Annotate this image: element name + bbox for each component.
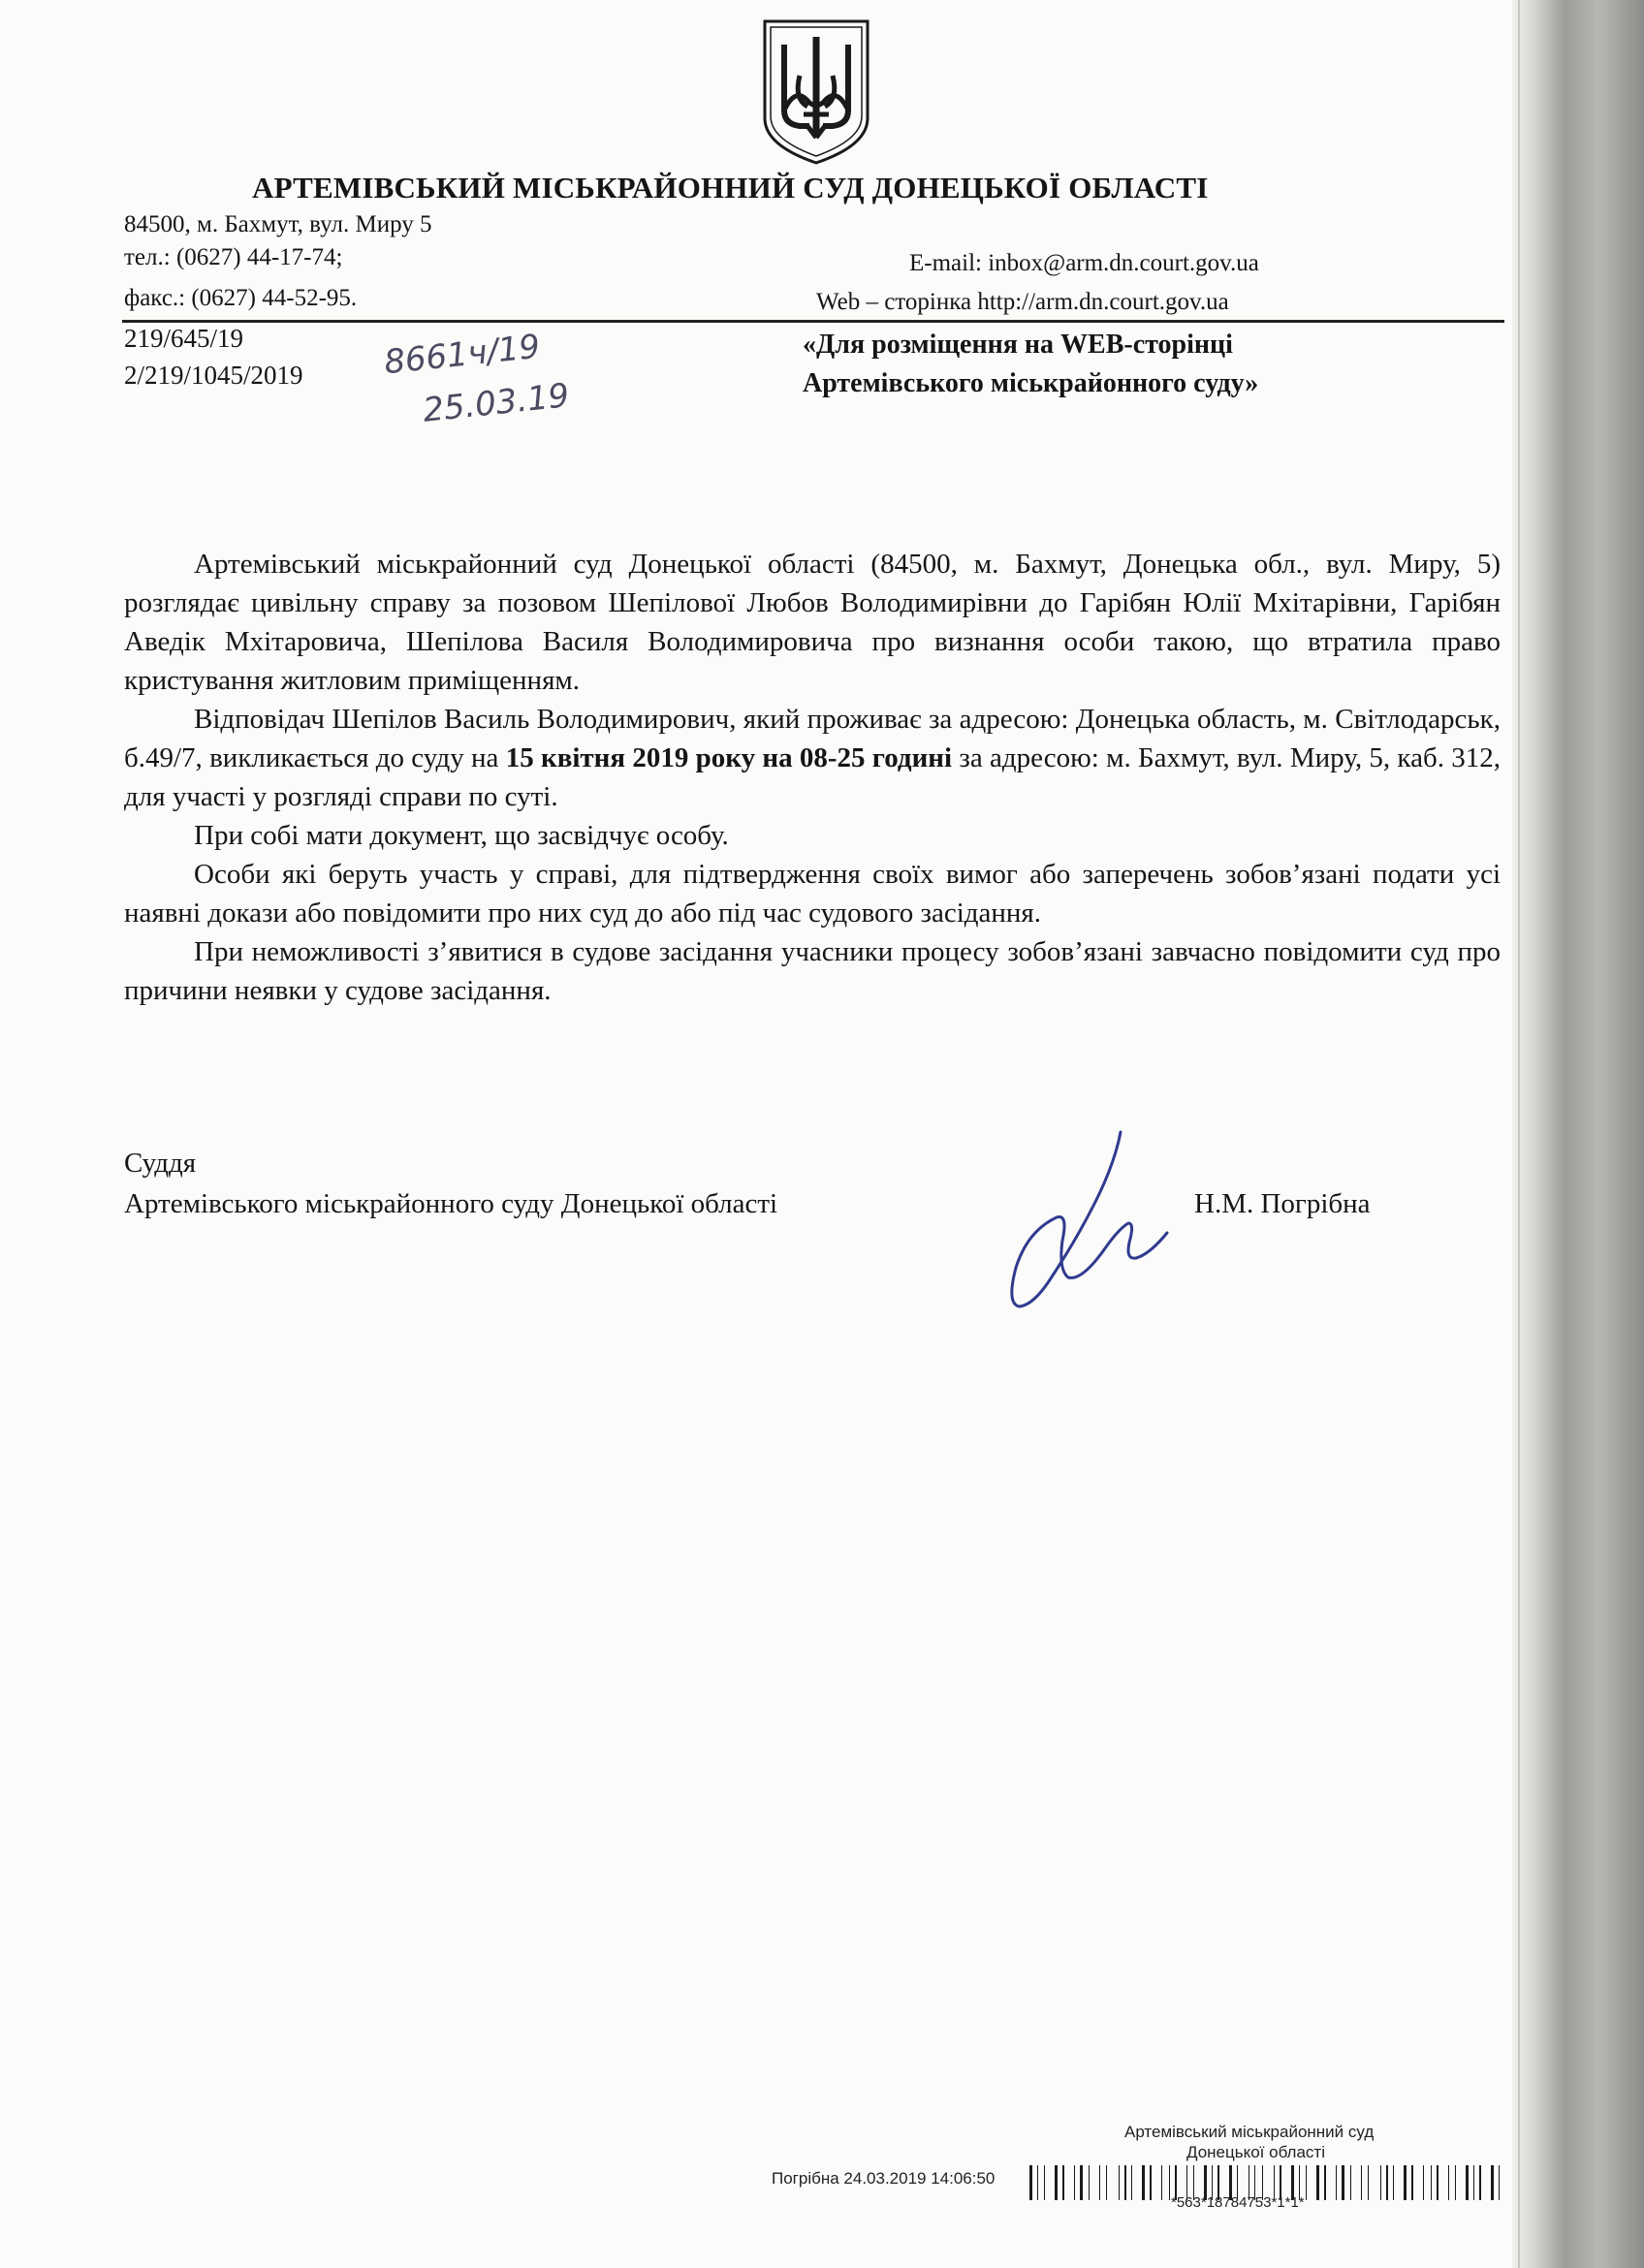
stamp-author-timestamp: Погрібна 24.03.2019 14:06:50 bbox=[772, 2169, 996, 2188]
barcode-bar bbox=[1316, 2165, 1319, 2200]
barcode-bar bbox=[1074, 2165, 1075, 2200]
barcode-bar bbox=[1380, 2165, 1381, 2200]
barcode-bar bbox=[1491, 2165, 1494, 2200]
barcode-bar bbox=[1161, 2165, 1162, 2200]
barcode-bar bbox=[1099, 2165, 1100, 2200]
hearing-date-time: 15 квітня 2019 року на 08-25 годині bbox=[505, 742, 953, 773]
barcode-bar bbox=[1124, 2165, 1126, 2200]
case-number: 219/645/19 bbox=[124, 324, 244, 353]
judge-name: Н.М. Погрібна bbox=[1194, 1188, 1371, 1219]
barcode-bar bbox=[1037, 2165, 1038, 2200]
court-phone: тел.: (0627) 44-17-74; bbox=[124, 244, 343, 270]
barcode-bar bbox=[1423, 2165, 1424, 2200]
barcode-number: *563*18784753*1*1* bbox=[1171, 2194, 1305, 2211]
barcode-bar bbox=[1324, 2165, 1326, 2200]
barcode-bar bbox=[1336, 2165, 1337, 2200]
barcode-bar bbox=[1119, 2165, 1120, 2200]
barcode-bar bbox=[1386, 2165, 1388, 2200]
barcode-bar bbox=[1044, 2165, 1045, 2200]
web-note-line-2: Артемівського міськрайонного суду» bbox=[803, 368, 1259, 398]
court-fax: факс.: (0627) 44-52-95. bbox=[124, 285, 358, 311]
barcode-bar bbox=[1131, 2165, 1132, 2200]
barcode-bar bbox=[1437, 2165, 1438, 2200]
paragraph-identity-document: При собі мати документ, що засвідчує особу. bbox=[194, 820, 729, 851]
barcode-bar bbox=[1479, 2165, 1481, 2200]
barcode-bar bbox=[1055, 2165, 1058, 2200]
barcode-bar bbox=[1368, 2165, 1369, 2200]
barcode-bar bbox=[1142, 2165, 1145, 2200]
coat-of-arms-icon bbox=[761, 17, 871, 167]
barcode-bar bbox=[1404, 2165, 1407, 2200]
summons-text-end: за адресою: м. Бахмут, вул. Миру, 5, каб. 312, для участі у розгляді справи по суті. bbox=[124, 742, 1502, 812]
barcode-bar bbox=[1361, 2165, 1362, 2200]
barcode-bar bbox=[1106, 2165, 1107, 2200]
barcode-bar bbox=[1150, 2165, 1152, 2200]
judge-title: Суддя bbox=[124, 1148, 197, 1179]
judge-court: Артемівського міськрайонного суду Донецької області bbox=[124, 1188, 778, 1219]
barcode-bar bbox=[1455, 2165, 1456, 2200]
barcode-bar bbox=[1431, 2165, 1432, 2200]
barcode-bar bbox=[1473, 2165, 1474, 2200]
paragraph-evidence: Особи які беруть участь у справі, для підтвердження своїх вимог або заперечень зобов’язані подати усі наявні докази або повідомити про них суд до або під час судового засідання. bbox=[124, 859, 1501, 929]
summons-text-start: Відповідач Шепілов Василь Володимирович, який проживає за адресою: Донецька область, м. Світлодарськ, б.49/7, викликається до суду на bbox=[124, 704, 1501, 773]
stamp-court-line-2: Донецької області bbox=[1186, 2143, 1325, 2161]
web-note-line-1: «Для розміщення на WEB-сторінці bbox=[803, 330, 1233, 360]
handwritten-signature bbox=[998, 1124, 1183, 1318]
scan-edge-line bbox=[1518, 0, 1520, 2268]
court-website: Web – сторінка http://arm.dn.court.gov.ua bbox=[816, 289, 1229, 315]
court-email: E-mail: inbox@arm.dn.court.gov.ua bbox=[909, 250, 1259, 276]
barcode-bar bbox=[1393, 2165, 1394, 2200]
proceeding-number: 2/219/1045/2019 bbox=[124, 361, 303, 390]
scan-edge-shadow bbox=[1512, 0, 1644, 2268]
barcode-bar bbox=[1029, 2165, 1032, 2200]
barcode-bar bbox=[1169, 2165, 1170, 2200]
barcode-bar bbox=[1089, 2165, 1090, 2200]
header-divider bbox=[122, 320, 1504, 323]
court-address: 84500, м. Бахмут, вул. Миру 5 bbox=[124, 211, 432, 237]
paragraph-case-description: Артемівський міськрайонний суд Донецької області (84500, м. Бахмут, Донецька обл., вул. Миру, 5) розглядає цивільну справу за позовом Шепілової Любов Володимирівни до Гарібян Юлії Мхітарівни, Гарібян Аведік Мхітаровича, Шепілова Василя Володимировича про визнання особи такою, що втратила право кристування житловим приміщенням. bbox=[124, 549, 1501, 696]
web-publication-note bbox=[803, 326, 1481, 403]
barcode-bar bbox=[1080, 2165, 1083, 2200]
barcode-bar bbox=[1350, 2165, 1351, 2200]
handwritten-registration-date: 25.03.19 bbox=[421, 376, 572, 430]
barcode-bar bbox=[1499, 2165, 1500, 2200]
barcode-bar bbox=[1411, 2165, 1413, 2200]
paragraph-summons bbox=[124, 700, 1501, 816]
barcode-bar bbox=[1342, 2165, 1344, 2200]
stamp-court-line-1: Артемівський міськрайонний суд bbox=[1124, 2123, 1375, 2141]
barcode-bar bbox=[1448, 2165, 1449, 2200]
court-name-heading: АРТЕМІВСЬКИЙ МІСЬКРАЙОННИЙ СУД ДОНЕЦЬКОЇ ОБЛАСТІ bbox=[252, 171, 1209, 205]
summons-body bbox=[124, 545, 1501, 1010]
barcode-bar bbox=[1062, 2165, 1064, 2200]
handwritten-registration-number: 8661ч/19 bbox=[382, 327, 542, 383]
barcode-bar bbox=[1306, 2165, 1307, 2200]
barcode-bar bbox=[1466, 2165, 1469, 2200]
paragraph-absence-notice: При неможливості з’явитися в судове засідання учасники процесу зобов’язані завчасно повідомити суд про причини неявки у судове засідання. bbox=[124, 936, 1501, 1006]
